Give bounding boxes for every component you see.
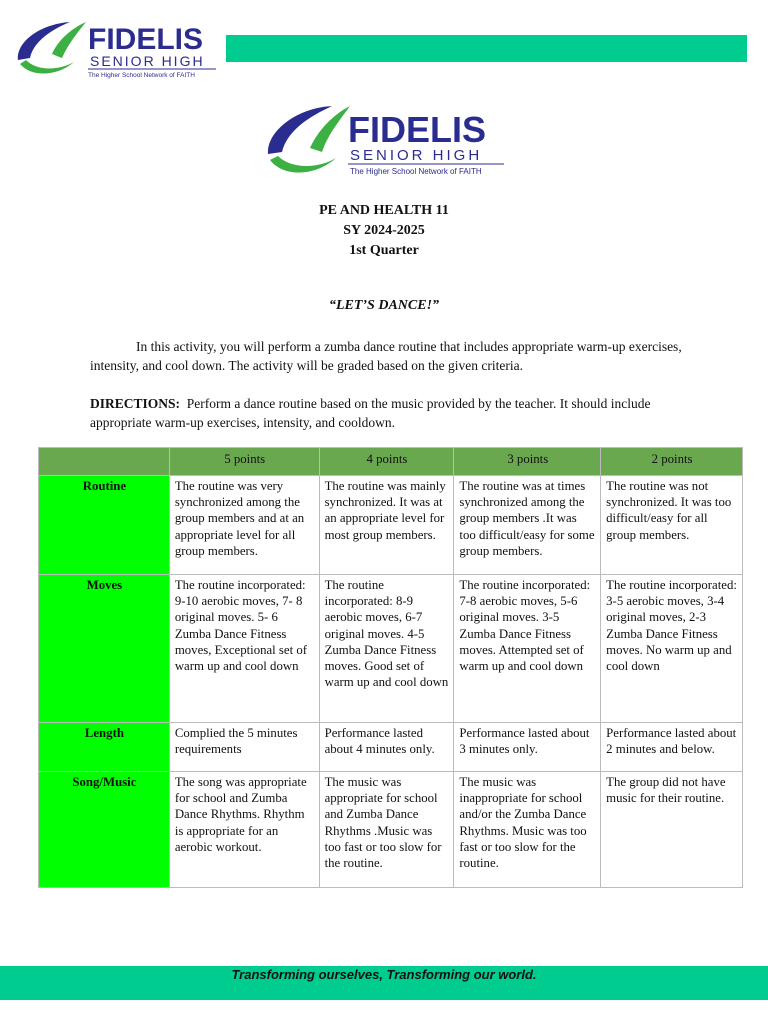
table-cell: The routine incorporated: 7-8 aerobic moves, 5-6 original moves. 3-5 Zumba Dance Fitness moves. Attempted set of warm up and cool down (454, 575, 601, 723)
table-cell: Performance lasted about 4 minutes only. (319, 723, 454, 772)
table-cell: The routine incorporated: 3-5 aerobic moves, 3-4 original moves, 2-3 Zumba Dance Fitness moves. No warm up and cool down (601, 575, 743, 723)
subject-heading: PE AND HEALTH 11 (319, 203, 449, 218)
table-cell: Complied the 5 minutes requirements (169, 723, 319, 772)
center-logo (262, 98, 508, 182)
header-accent-bar (226, 35, 747, 62)
criterion-song-music: Song/Music (39, 772, 170, 888)
rubric-header-row (39, 448, 743, 476)
table-row (39, 575, 743, 723)
fidelis-logo-icon (262, 98, 508, 182)
table-cell: The group did not have music for their routine. (601, 772, 743, 888)
rubric-header-3-points: 3 points (454, 448, 601, 476)
criterion-routine: Routine (39, 476, 170, 575)
brand-name: FIDELIS (88, 23, 204, 56)
brand-name: FIDELIS (348, 109, 487, 150)
fidelis-logo-icon (12, 14, 222, 82)
table-cell: The song was appropriate for school and Zumba Dance Rhythms. Rhythm is appropriate for an aerobic workout. (169, 772, 319, 888)
table-cell: The routine was mainly synchronized. It was at an appropriate level for most group members. (319, 476, 454, 575)
directions-label: DIRECTIONS: (90, 396, 181, 411)
intro-paragraph: In this activity, you will perform a zumba dance routine that includes appropriate warm-up exercises, intensity, and cool down. The activity will be graded based on the given criteria. (90, 339, 682, 373)
activity-title: “LET’S DANCE!” (328, 298, 440, 313)
brand-sub: SENIOR HIGH (90, 53, 205, 69)
quarter-heading: 1st Quarter (349, 243, 419, 258)
table-cell: The routine was very synchronized among the group members and at an appropriate level for all group members. (169, 476, 319, 575)
table-cell: The routine incorporated: 9-10 aerobic moves, 7- 8 original moves. 5- 6 Zumba Dance Fitness moves, Exceptional set of warm up and cool down (169, 575, 319, 723)
table-row (39, 772, 743, 888)
table-cell: The routine was not synchronized. It was too difficult/easy for all group members. (601, 476, 743, 575)
criterion-moves: Moves (39, 575, 170, 723)
table-cell: Performance lasted about 2 minutes and below. (601, 723, 743, 772)
brand-sub: SENIOR HIGH (350, 147, 483, 164)
table-cell: The music was appropriate for school and Zumba Dance Rhythms .Music was too fast or too slow for the routine. (319, 772, 454, 888)
table-row (39, 476, 743, 575)
footer-motto: Transforming ourselves, Transforming our world. (231, 967, 537, 982)
table-cell: The routine was at times synchronized among the group members .It was too difficult/easy for some group members. (454, 476, 601, 575)
rubric-header-5-points: 5 points (169, 448, 319, 476)
rubric-header-2-points: 2 points (601, 448, 743, 476)
criterion-length: Length (39, 723, 170, 772)
brand-tagline: The Higher School Network of FAITH (88, 72, 195, 79)
school-year-heading: SY 2024-2025 (343, 223, 425, 238)
rubric-header-4-points: 4 points (319, 448, 454, 476)
table-cell: Performance lasted about 3 minutes only. (454, 723, 601, 772)
rubric-table (38, 447, 743, 888)
directions-paragraph (90, 394, 690, 432)
table-cell: The routine incorporated: 8-9 aerobic moves, 6-7 original moves. 4-5 Zumba Dance Fitness moves. Good set of warm up and cool down (319, 575, 454, 723)
directions-text: Perform a dance routine based on the music provided by the teacher. It should include appropriate warm-up exercises, intensity, and cooldown. (90, 396, 651, 430)
header-logo (12, 14, 222, 82)
table-cell: The music was inappropriate for school and/or the Zumba Dance Rhythms. Music was too fast or too slow for the routine. (454, 772, 601, 888)
rubric-header-blank (39, 448, 170, 476)
brand-tagline: The Higher School Network of FAITH (350, 167, 482, 176)
table-row (39, 723, 743, 772)
